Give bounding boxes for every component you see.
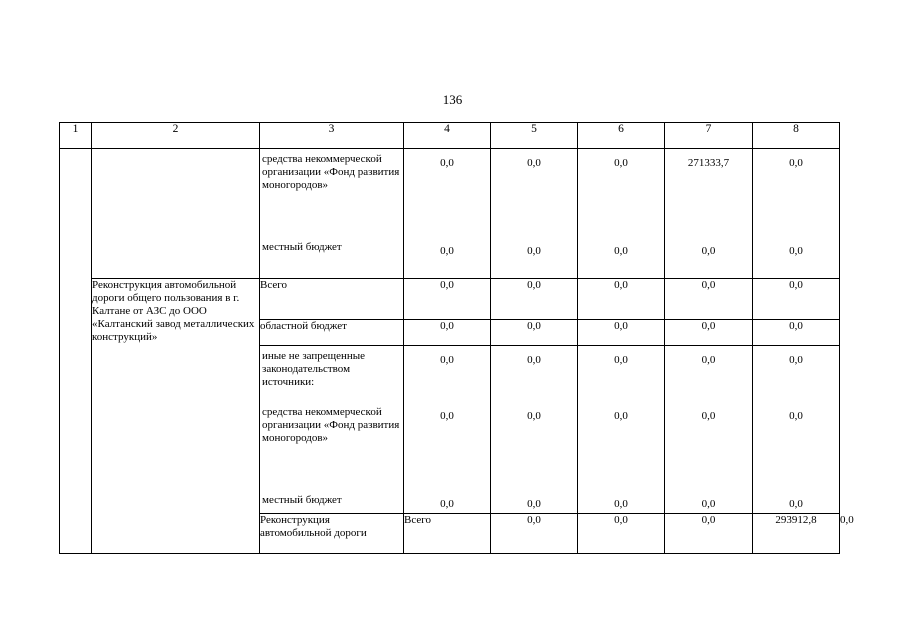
header-cell: 2 (92, 123, 260, 149)
value: 0,0 (701, 354, 716, 366)
value-cell: 0,0 (404, 279, 491, 320)
value-cell: 0,0 (491, 279, 578, 320)
value: 0,0 (614, 410, 628, 422)
value-cell (491, 149, 578, 279)
budget-table (59, 122, 854, 554)
page-number: 136 (442, 92, 463, 107)
value: 0,0 (614, 498, 628, 510)
value: 0,0 (527, 157, 541, 169)
value: 0,0 (527, 354, 541, 366)
source-label: иные не запрещенные законодательством источники: (262, 350, 366, 388)
source-cell (260, 346, 404, 514)
value-cell: 293912,8 (753, 514, 840, 554)
value: 0,0 (440, 410, 454, 422)
value-cell: 0,0 (491, 320, 578, 346)
value-cell: 0,0 (665, 320, 753, 346)
value: 0,0 (614, 354, 628, 366)
header-cell: 5 (491, 123, 578, 149)
value-cell: 0,0 (404, 320, 491, 346)
object-name-cell: Реконструкция автомобильной дороги общего пользования в г. Калтане от АЗС до ООО «Калтанский завод металлических конструкций» (92, 279, 260, 554)
value: 0,0 (440, 245, 454, 257)
source-label: областной бюджет (260, 320, 404, 346)
value-cell: 0,0 (578, 320, 665, 346)
header-row (60, 123, 840, 149)
value-cell: 0,0 (753, 279, 840, 320)
value: 0,0 (789, 245, 803, 257)
value: 0,0 (527, 245, 541, 257)
value-cell (404, 149, 491, 279)
header-cell: 6 (578, 123, 665, 149)
value: 0,0 (789, 354, 803, 366)
value-cell (665, 149, 753, 279)
source-label: средства некоммерческой организации «Фонд развития моногородов» (262, 153, 400, 191)
source-cell (260, 149, 404, 279)
source-label: местный бюджет (262, 241, 342, 253)
value-cell (665, 346, 753, 514)
value: 0,0 (440, 498, 454, 510)
value: 0,0 (701, 498, 716, 510)
header-cell: 8 (753, 123, 840, 149)
value-cell (753, 346, 840, 514)
value: 0,0 (527, 498, 541, 510)
value-cell: 0,0 (491, 514, 578, 554)
value: 0,0 (614, 157, 628, 169)
value: 271333,7 (687, 157, 730, 169)
source-label: Всего (260, 279, 404, 320)
source-label: средства некоммерческой организации «Фонд развития моногородов» (262, 406, 400, 444)
value: 0,0 (789, 498, 803, 510)
object-name-cell: Реконструкция автомобильной дороги (260, 514, 404, 554)
value-cell (578, 149, 665, 279)
header-cell: 4 (404, 123, 491, 149)
value: 0,0 (701, 410, 716, 422)
value-cell: 0,0 (578, 514, 665, 554)
header-cell: 7 (665, 123, 753, 149)
value-cell: 0,0 (578, 279, 665, 320)
value-cell (578, 346, 665, 514)
value: 0,0 (701, 245, 716, 257)
header-cell: 1 (60, 123, 92, 149)
header-cell: 3 (260, 123, 404, 149)
table-row (60, 149, 840, 279)
value-cell (753, 149, 840, 279)
value-cell: 0,0 (753, 320, 840, 346)
table-row (60, 279, 840, 320)
index-cell (60, 149, 92, 554)
source-label: Всего (404, 514, 491, 554)
value-cell (404, 346, 491, 514)
value: 0,0 (440, 157, 454, 169)
object-name-cell (92, 149, 260, 279)
value: 0,0 (440, 354, 454, 366)
value: 0,0 (789, 410, 803, 422)
value-cell: 0,0 (665, 514, 753, 554)
value: 0,0 (614, 245, 628, 257)
table-row: Реконструкция автомобильной дороги Всего 0,0 0,0 0,0 293912,8 0,0 (60, 514, 840, 554)
value: 0,0 (527, 410, 541, 422)
value-cell: 0,0 (665, 279, 753, 320)
value: 0,0 (789, 157, 803, 169)
value-cell (491, 346, 578, 514)
source-label: местный бюджет (262, 494, 342, 506)
